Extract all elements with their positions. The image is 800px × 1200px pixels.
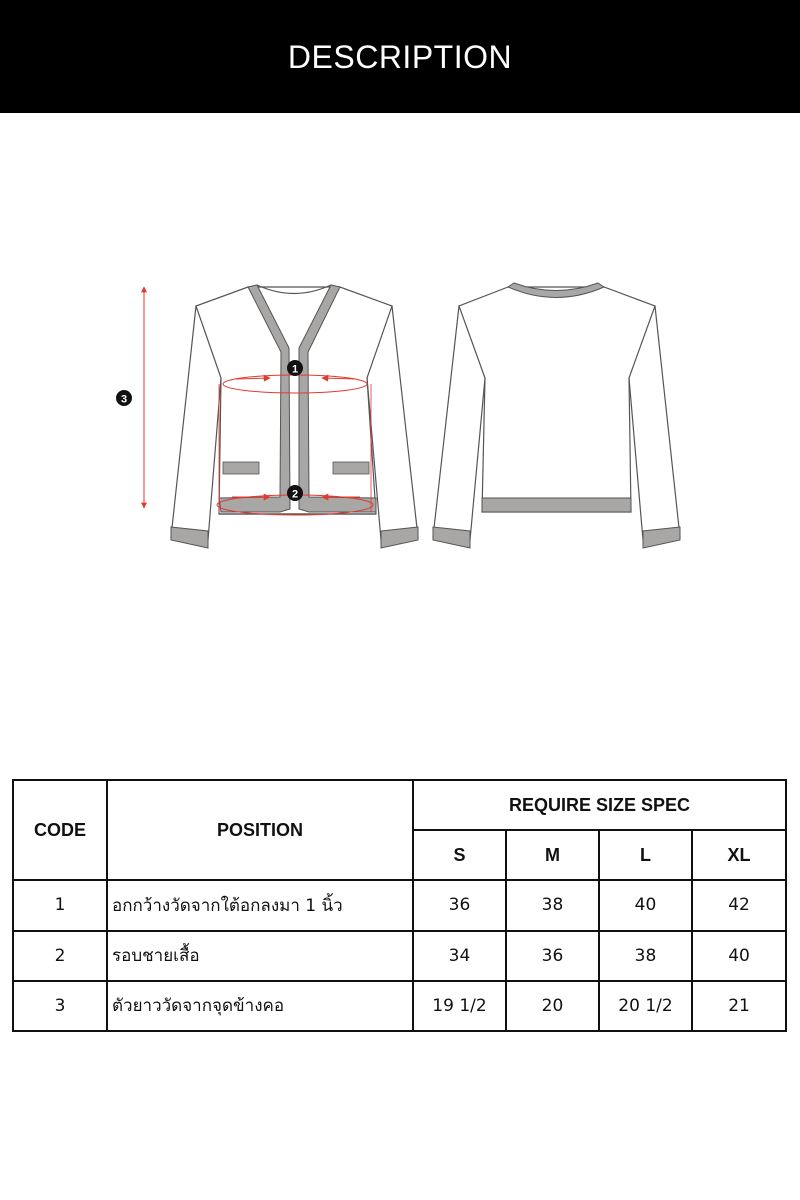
front-body	[196, 287, 392, 514]
row-value-s: 19 1/2	[413, 981, 506, 1031]
svg-text:1: 1	[291, 363, 299, 376]
jacket-diagram	[0, 113, 800, 673]
row-value-m: 20	[506, 981, 599, 1031]
table-row	[13, 931, 786, 981]
row-value-xl: 21	[692, 981, 786, 1031]
front-left-cuff	[171, 527, 208, 548]
back-hem-trim	[482, 498, 631, 512]
size-spec-table	[12, 779, 787, 1032]
jacket-back-view	[433, 283, 680, 548]
svg-text:3: 3	[120, 393, 128, 406]
size-header-xl: XL	[692, 830, 786, 880]
jacket-front-view	[116, 285, 418, 548]
marker-2	[287, 485, 303, 501]
page-title: DESCRIPTION	[287, 39, 513, 75]
row-value-xl: 42	[692, 880, 786, 930]
row-position: รอบชายเสื้อ	[107, 931, 413, 981]
position-header: POSITION	[107, 780, 413, 880]
row-value-xl: 40	[692, 931, 786, 981]
table-row	[13, 880, 786, 930]
row-value-l: 20 1/2	[599, 981, 692, 1031]
front-right-cuff	[381, 527, 418, 548]
page-header	[0, 0, 800, 113]
row-value-m: 38	[506, 880, 599, 930]
row-position: อกกว้างวัดจากใต้อกลงมา 1 นิ้ว	[107, 880, 413, 930]
size-header-s: S	[413, 830, 506, 880]
row-value-l: 38	[599, 931, 692, 981]
row-value-l: 40	[599, 880, 692, 930]
size-header-l: L	[599, 830, 692, 880]
svg-text:2: 2	[291, 488, 299, 501]
row-value-s: 36	[413, 880, 506, 930]
back-right-cuff	[643, 527, 680, 548]
size-header-m: M	[506, 830, 599, 880]
back-left-cuff	[433, 527, 470, 548]
marker-1	[287, 360, 303, 376]
row-code: 3	[13, 981, 107, 1031]
front-left-pocket	[223, 462, 259, 474]
front-right-pocket	[333, 462, 369, 474]
table-row	[13, 981, 786, 1031]
code-header: CODE	[13, 780, 107, 880]
row-code: 2	[13, 931, 107, 981]
row-code: 1	[13, 880, 107, 930]
row-value-m: 36	[506, 931, 599, 981]
back-body	[459, 287, 655, 512]
marker-3	[116, 390, 132, 406]
spec-header: REQUIRE SIZE SPEC	[413, 780, 786, 830]
row-position: ตัวยาววัดจากจุดข้างคอ	[107, 981, 413, 1031]
row-value-s: 34	[413, 931, 506, 981]
